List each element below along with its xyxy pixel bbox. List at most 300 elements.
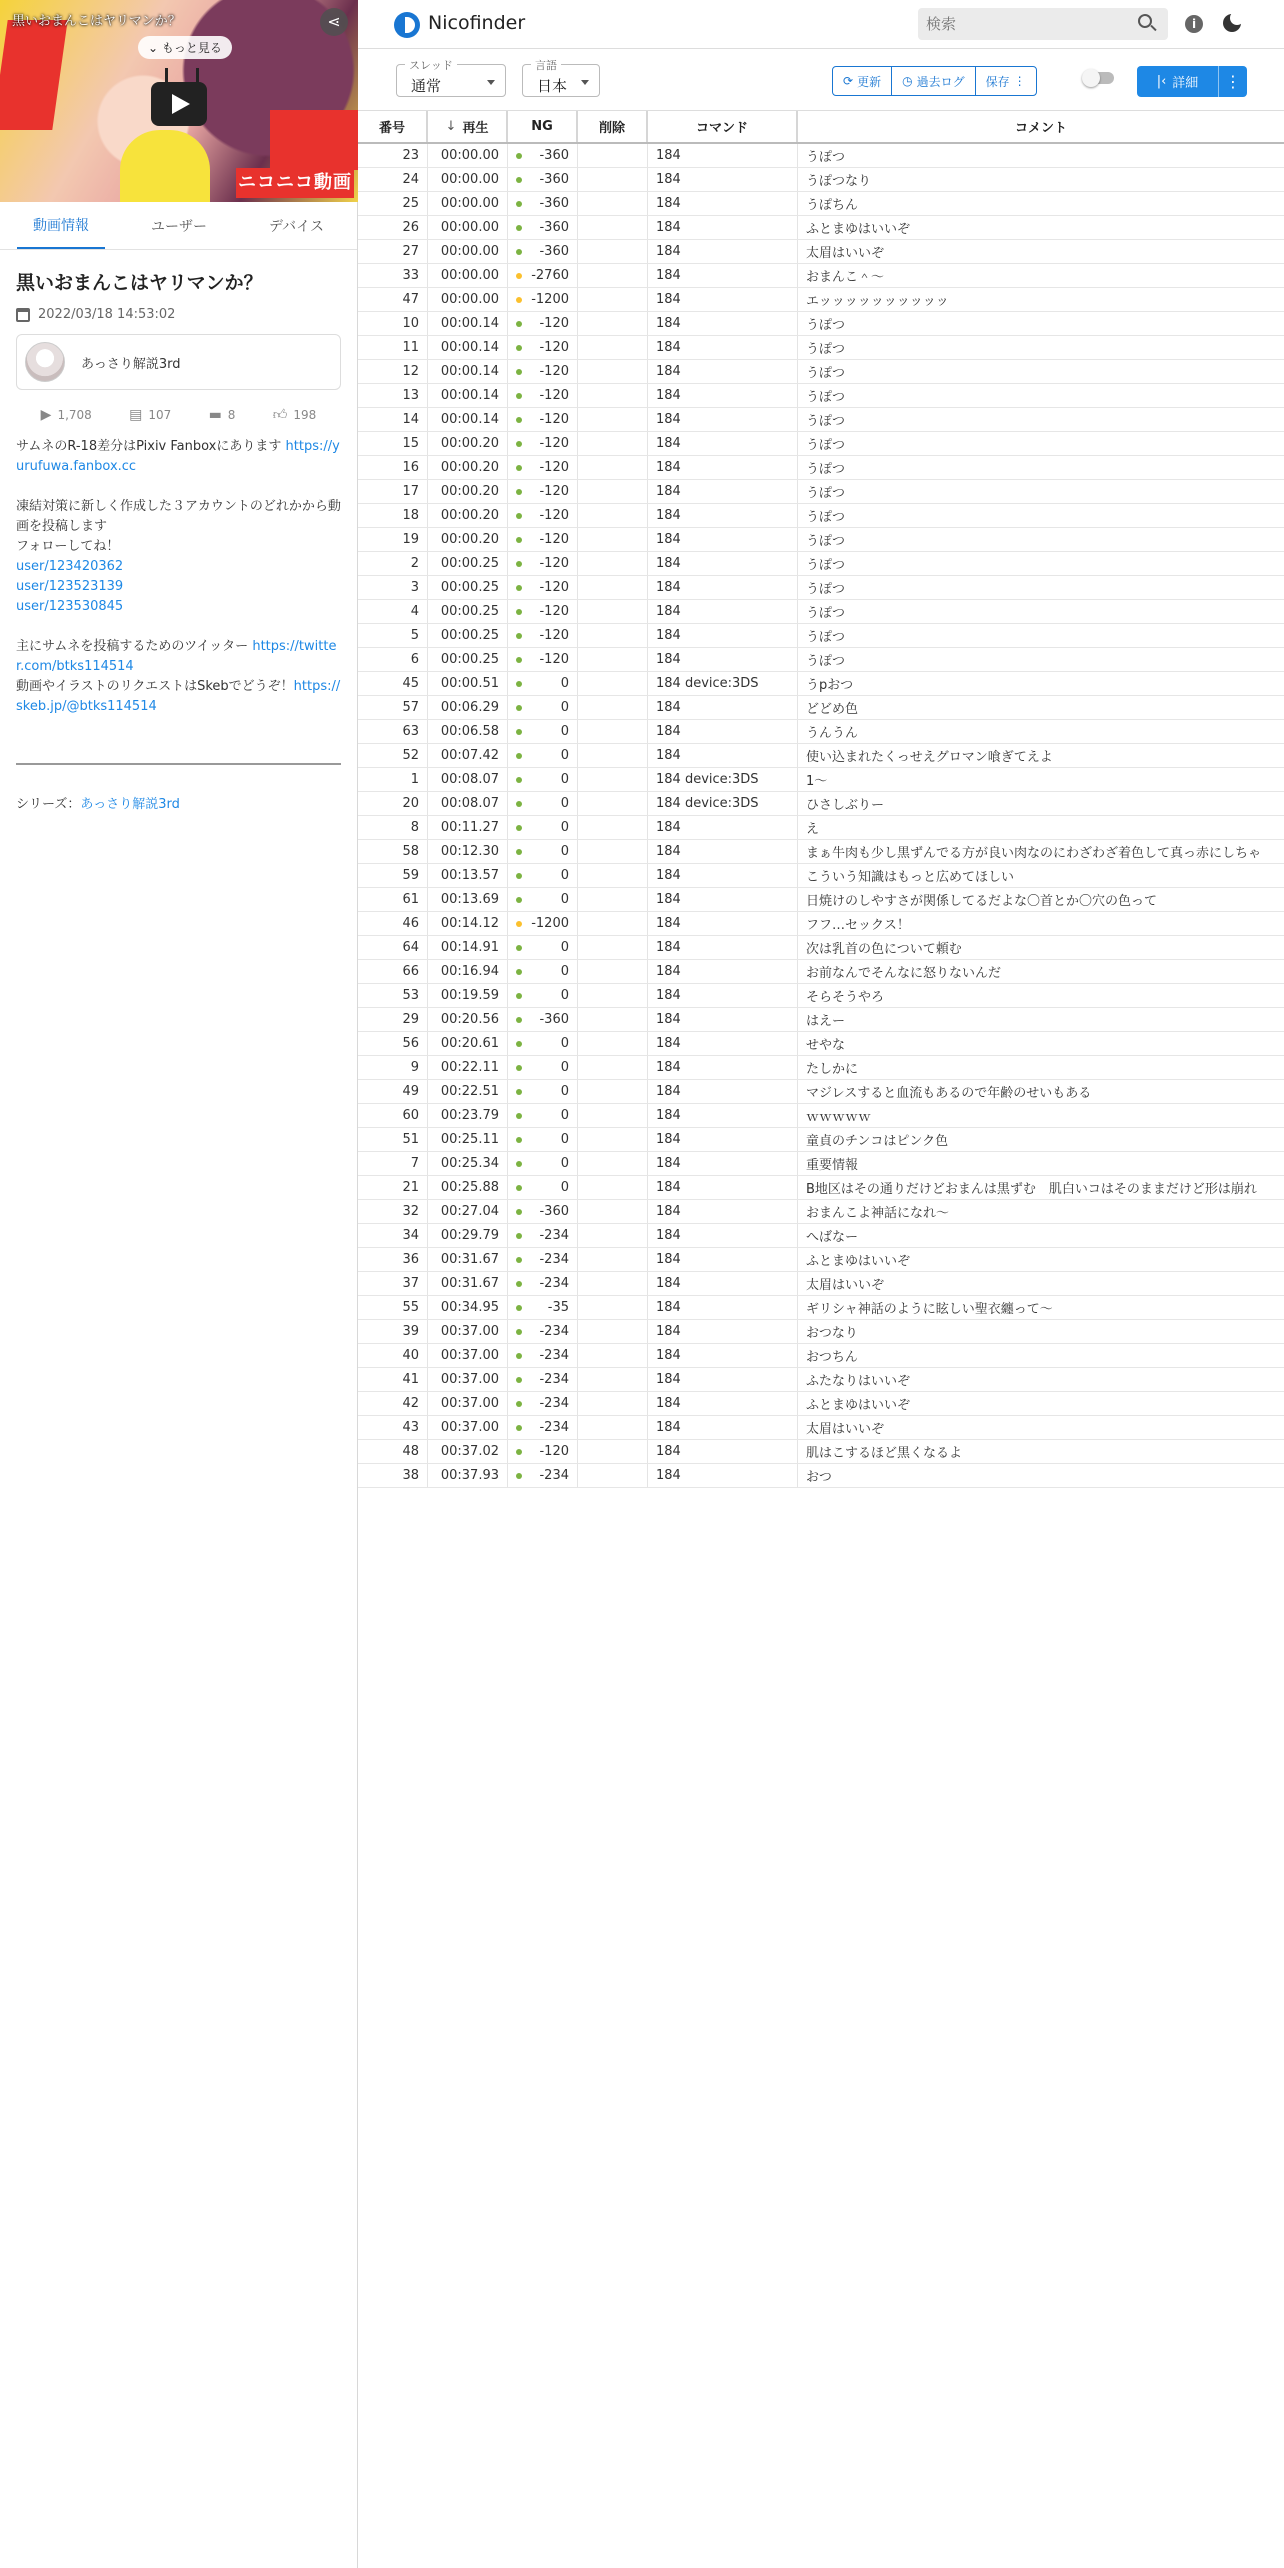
table-row[interactable] [358, 840, 1284, 864]
cell-comment: おつなり [806, 1326, 858, 1341]
cell-comment: はえー [806, 1014, 846, 1029]
table-row[interactable] [358, 336, 1284, 360]
cell-ng-score: 0 [560, 1084, 569, 1099]
cell-playback-time: 00:00.25 [428, 600, 508, 623]
refresh-button[interactable] [833, 67, 892, 95]
cell-ng [508, 1368, 578, 1391]
cell-ng-score: -35 [547, 1300, 569, 1315]
cell-number: 27 [358, 240, 428, 263]
table-row[interactable] [358, 456, 1284, 480]
cell-comment: ふとまゆはいいぞ [806, 1398, 911, 1413]
share-icon[interactable]: ⋖ [320, 8, 348, 36]
description-spacer [16, 477, 341, 497]
ng-score-dot-icon [516, 681, 522, 687]
detail-main[interactable] [1137, 66, 1219, 97]
fanbox-link[interactable]: https://yurufuwa.fanbox.cc [16, 439, 340, 474]
cell-ng [508, 840, 578, 863]
cell-comment: 太眉はいいぞ [806, 246, 885, 261]
cell-ng [508, 144, 578, 167]
table-row[interactable] [358, 600, 1284, 624]
app-title[interactable]: Nicofinder [428, 12, 526, 34]
cell-playback-time: 00:00.25 [428, 624, 508, 647]
cell-command: 184 [648, 144, 798, 167]
column-header-number[interactable]: 番号 [358, 111, 428, 142]
cell-comment: エッッッッッッッッッッ [806, 294, 949, 309]
video-title: 黒いおまんこはヤリマンか？ [16, 272, 263, 294]
language-select[interactable] [522, 59, 600, 97]
user-link[interactable]: user/123523139 [16, 579, 124, 594]
tab-video-info[interactable]: 動画情報 [17, 202, 105, 249]
series-link[interactable]: あっさり解説3rd [80, 797, 180, 812]
table-row[interactable] [358, 264, 1284, 288]
ng-score-dot-icon [516, 705, 522, 711]
cell-number: 6 [358, 648, 428, 671]
cell-command: 184 [648, 312, 798, 335]
table-row[interactable] [358, 936, 1284, 960]
table-row[interactable] [358, 288, 1284, 312]
cell-command: 184 [648, 432, 798, 455]
cell-command: 184 [648, 1320, 798, 1343]
description-line [16, 437, 341, 477]
cell-number: 59 [358, 864, 428, 887]
cell-comment: ギリシャ神話のように眩しい聖衣纏って～ [806, 1302, 1053, 1317]
cell-ng-score: -120 [539, 628, 569, 643]
cell-comment: うぽちん [806, 198, 859, 213]
skeb-link[interactable]: https://skeb.jp/@btks114514 [16, 679, 341, 714]
table-row[interactable] [358, 888, 1284, 912]
table-row[interactable] [358, 1176, 1284, 1200]
cell-ng [508, 1176, 578, 1199]
cell-delete [578, 864, 648, 887]
cell-delete [578, 1080, 648, 1103]
column-header-command[interactable]: コマンド [648, 111, 798, 142]
ng-score-dot-icon [516, 1473, 522, 1479]
cell-delete [578, 408, 648, 431]
table-row[interactable] [358, 1392, 1284, 1416]
dropdown-arrow-icon [581, 80, 589, 85]
table-header [358, 110, 1284, 144]
folder-icon: ▬ [208, 406, 222, 423]
table-row[interactable] [358, 552, 1284, 576]
cell-number: 63 [358, 720, 428, 743]
cell-playback-time: 00:12.30 [428, 840, 508, 863]
table-row[interactable] [358, 672, 1284, 696]
cell-ng-score: -360 [539, 1204, 569, 1219]
cell-comment: おつちん [806, 1350, 858, 1365]
cell-comment: うぽつ [806, 534, 846, 549]
ng-score-dot-icon [516, 1281, 522, 1287]
table-row[interactable] [358, 864, 1284, 888]
thread-select[interactable] [396, 59, 506, 97]
cell-number: 53 [358, 984, 428, 1007]
ng-score-dot-icon [516, 1185, 522, 1191]
table-row[interactable] [358, 1032, 1284, 1056]
cell-playback-time: 00:37.00 [428, 1416, 508, 1439]
ng-score-dot-icon [516, 489, 522, 495]
cell-delete [578, 1464, 648, 1487]
cell-ng-score: -234 [539, 1348, 569, 1363]
table-row[interactable] [358, 1272, 1284, 1296]
display-toggle[interactable] [1084, 72, 1114, 84]
like-count-value: 198 [293, 407, 317, 422]
table-row[interactable] [358, 432, 1284, 456]
cell-ng-score: -360 [539, 1012, 569, 1027]
table-row[interactable] [358, 792, 1284, 816]
table-row[interactable] [358, 816, 1284, 840]
cell-ng-score: 0 [560, 724, 569, 739]
cell-comment: ｗｗｗｗｗ [806, 1110, 872, 1125]
cell-ng [508, 792, 578, 815]
more-vert-icon[interactable]: ⋮ [1225, 72, 1241, 91]
cell-command: 184 [648, 504, 798, 527]
cell-comment: おつ [806, 1470, 832, 1485]
video-stats [16, 406, 341, 423]
cell-command: 184 [648, 1464, 798, 1487]
table-row[interactable] [358, 240, 1284, 264]
cell-number: 5 [358, 624, 428, 647]
cell-ng [508, 984, 578, 1007]
table-row[interactable] [358, 144, 1284, 168]
cell-delete [578, 1440, 648, 1463]
dropdown-arrow-icon [487, 80, 495, 85]
cell-playback-time: 00:00.20 [428, 528, 508, 551]
table-row[interactable] [358, 1152, 1284, 1176]
table-row[interactable] [358, 192, 1284, 216]
cell-delete [578, 360, 648, 383]
cell-playback-time: 00:00.00 [428, 264, 508, 287]
table-row[interactable] [358, 720, 1284, 744]
ng-score-dot-icon [516, 177, 522, 183]
table-row[interactable] [358, 1056, 1284, 1080]
table-row[interactable] [358, 624, 1284, 648]
table-row[interactable] [358, 408, 1284, 432]
dark-mode-icon[interactable] [1223, 14, 1241, 32]
cell-number: 8 [358, 816, 428, 839]
refresh-icon: ⟳ [843, 74, 854, 88]
info-icon[interactable]: i [1185, 15, 1203, 33]
action-button-group [832, 66, 1037, 96]
cell-playback-time: 00:08.07 [428, 792, 508, 815]
cell-comment: うぽつ [806, 318, 846, 333]
cell-number: 48 [358, 1440, 428, 1463]
cell-ng-score: -234 [539, 1324, 569, 1339]
table-row[interactable] [358, 168, 1284, 192]
history-button[interactable] [892, 67, 976, 95]
cell-playback-time: 00:00.00 [428, 168, 508, 191]
table-row[interactable] [358, 696, 1284, 720]
cell-command: 184 [648, 696, 798, 719]
cell-number: 40 [358, 1344, 428, 1367]
cell-comment: 日焼けのしやすさが関係してるだよな〇首とか〇穴の色って [806, 894, 1158, 909]
play-icon[interactable] [151, 82, 207, 126]
cell-ng [508, 1032, 578, 1055]
cell-ng-score: 0 [560, 988, 569, 1003]
cell-command: 184 [648, 864, 798, 887]
cell-command: 184 [648, 1128, 798, 1151]
column-header-delete[interactable]: 削除 [578, 111, 648, 142]
cell-ng-score: -120 [539, 652, 569, 667]
search-icon[interactable] [1138, 14, 1152, 28]
cell-comment: 童貞のチンコはピンク色 [806, 1134, 949, 1149]
table-row[interactable] [358, 648, 1284, 672]
description-spacer [16, 617, 341, 637]
cell-ng-score: -2760 [531, 268, 569, 283]
cell-ng [508, 1392, 578, 1415]
cell-playback-time: 00:37.00 [428, 1320, 508, 1343]
cell-ng-score: -120 [539, 340, 569, 355]
cell-command: 184 [648, 1440, 798, 1463]
cell-ng-score: -234 [539, 1276, 569, 1291]
user-link[interactable]: user/123530845 [16, 599, 124, 614]
table-row[interactable] [358, 1368, 1284, 1392]
view-count [41, 406, 92, 423]
cell-delete [578, 552, 648, 575]
cell-number: 42 [358, 1392, 428, 1415]
cell-number: 52 [358, 744, 428, 767]
cell-playback-time: 00:29.79 [428, 1224, 508, 1247]
language-select-label: 言語 [531, 57, 561, 73]
table-row[interactable] [358, 360, 1284, 384]
cell-delete [578, 792, 648, 815]
column-header-ng[interactable]: NG [508, 111, 578, 142]
table-row[interactable] [358, 312, 1284, 336]
tab-user[interactable]: ユーザー [150, 218, 207, 235]
detail-button[interactable] [1137, 66, 1247, 97]
table-row[interactable] [358, 1128, 1284, 1152]
cell-playback-time: 00:00.14 [428, 408, 508, 431]
table-row[interactable] [358, 1416, 1284, 1440]
ng-score-dot-icon [516, 633, 522, 639]
table-row[interactable] [358, 1440, 1284, 1464]
cell-playback-time: 00:16.94 [428, 960, 508, 983]
ng-score-dot-icon [516, 1161, 522, 1167]
cell-delete [578, 240, 648, 263]
ng-score-dot-icon [516, 249, 522, 255]
show-more-label: もっと見る [161, 41, 222, 55]
cell-ng [508, 960, 578, 983]
mylist-count [209, 406, 236, 423]
cell-ng [508, 480, 578, 503]
cell-ng-score: -120 [539, 532, 569, 547]
cell-ng [508, 264, 578, 287]
cell-command: 184 [648, 480, 798, 503]
table-row[interactable] [358, 480, 1284, 504]
user-link[interactable]: user/123420362 [16, 559, 124, 574]
search-input[interactable] [918, 8, 1168, 40]
table-row[interactable] [358, 1344, 1284, 1368]
cell-command: 184 [648, 1368, 798, 1391]
cell-comment: うぽつ [806, 510, 846, 525]
column-header-comment[interactable]: コメント [1014, 121, 1067, 136]
save-button[interactable] [976, 67, 1036, 95]
table-row[interactable] [358, 1224, 1284, 1248]
cell-delete [578, 384, 648, 407]
comment-icon: ▤ [129, 406, 143, 423]
table-row[interactable] [358, 1104, 1284, 1128]
cell-command: 184 [648, 552, 798, 575]
column-header-playback[interactable] [428, 111, 508, 142]
table-row[interactable] [358, 1008, 1284, 1032]
view-count-value: 1,708 [57, 407, 92, 422]
cell-delete [578, 528, 648, 551]
cell-ng [508, 1200, 578, 1223]
info-tabs [0, 202, 357, 250]
cell-command: 184 [648, 1152, 798, 1175]
cell-command: 184 [648, 576, 798, 599]
cell-ng [508, 888, 578, 911]
cell-ng-score: 0 [560, 1156, 569, 1171]
cell-playback-time: 00:00.20 [428, 504, 508, 527]
cell-command: 184 [648, 1224, 798, 1247]
cell-command: 184 [648, 600, 798, 623]
cell-delete [578, 264, 648, 287]
cell-comment: うぽつ [806, 414, 846, 429]
cell-playback-time: 00:31.67 [428, 1248, 508, 1271]
cell-comment: おまんこよ神話になれ〜 [806, 1206, 950, 1221]
cell-ng [508, 1080, 578, 1103]
uploader-card[interactable] [16, 334, 341, 390]
ng-score-dot-icon [516, 945, 522, 951]
ng-score-dot-icon [516, 1377, 522, 1383]
cell-number: 10 [358, 312, 428, 335]
cell-ng [508, 816, 578, 839]
video-thumbnail[interactable] [0, 0, 358, 202]
cell-ng-score: 0 [560, 796, 569, 811]
cell-comment: うぽつ [806, 606, 846, 621]
table-row[interactable] [358, 1464, 1284, 1488]
cell-delete [578, 1296, 648, 1319]
cell-ng [508, 240, 578, 263]
show-more-button[interactable] [138, 36, 232, 59]
tab-device[interactable]: デバイス [268, 218, 325, 235]
cell-command: 184 [648, 744, 798, 767]
cell-ng [508, 1464, 578, 1487]
table-row[interactable] [358, 216, 1284, 240]
cell-comment: ふたなりはいいぞ [806, 1374, 911, 1389]
cell-ng-score: -120 [539, 1444, 569, 1459]
thumbnail-art [120, 130, 210, 202]
ng-score-dot-icon [516, 801, 522, 807]
table-row[interactable] [358, 1248, 1284, 1272]
ng-score-dot-icon [516, 729, 522, 735]
description-line: 凍結対策に新しく作成した３アカウントのどれかから動画を投稿します [16, 499, 341, 534]
cell-playback-time: 00:37.00 [428, 1392, 508, 1415]
cell-delete [578, 1416, 648, 1439]
refresh-label: 更新 [857, 74, 882, 89]
cell-delete [578, 624, 648, 647]
cell-ng-score: -120 [539, 604, 569, 619]
table-row[interactable] [358, 744, 1284, 768]
cell-playback-time: 00:37.00 [428, 1368, 508, 1391]
cell-playback-time: 00:22.51 [428, 1080, 508, 1103]
cell-number: 60 [358, 1104, 428, 1127]
table-row[interactable] [358, 528, 1284, 552]
cell-command: 184 [648, 1344, 798, 1367]
nicofinder-logo-icon[interactable] [394, 12, 420, 38]
cell-delete [578, 1200, 648, 1223]
cell-number: 37 [358, 1272, 428, 1295]
cell-delete [578, 576, 648, 599]
ng-score-dot-icon [516, 1065, 522, 1071]
history-label: 過去ログ [916, 74, 965, 89]
table-row[interactable] [358, 1320, 1284, 1344]
cell-ng [508, 1296, 578, 1319]
cell-comment: こういう知識はもっと広めてほしい [806, 870, 1015, 885]
cell-number: 23 [358, 144, 428, 167]
cell-delete [578, 1056, 648, 1079]
table-row[interactable] [358, 984, 1284, 1008]
ng-score-dot-icon [516, 441, 522, 447]
cell-ng-score: -234 [539, 1468, 569, 1483]
table-row[interactable] [358, 768, 1284, 792]
history-icon: ◷ [902, 74, 913, 88]
cell-comment: 使い込まれたくっせえグロマン喰ぎてえよ [806, 750, 1053, 765]
cell-number: 20 [358, 792, 428, 815]
cell-ng-score: -120 [539, 388, 569, 403]
ng-score-dot-icon [516, 1089, 522, 1095]
cell-delete [578, 1344, 648, 1367]
ng-score-dot-icon [516, 921, 522, 927]
cell-ng [508, 1272, 578, 1295]
cell-comment: うぽつ [806, 150, 846, 165]
cell-delete [578, 1152, 648, 1175]
table-row[interactable] [358, 960, 1284, 984]
cell-command: 184 [648, 408, 798, 431]
cell-command: 184 [648, 1248, 798, 1271]
cell-ng-score: 0 [560, 940, 569, 955]
table-row[interactable] [358, 384, 1284, 408]
twitter-link[interactable]: https://twitter.com/btks114514 [16, 639, 337, 674]
cell-ng-score: -360 [539, 220, 569, 235]
table-row[interactable] [358, 1080, 1284, 1104]
ng-score-dot-icon [516, 225, 522, 231]
cell-number: 11 [358, 336, 428, 359]
cell-ng [508, 1008, 578, 1031]
ng-score-dot-icon [516, 465, 522, 471]
cell-ng [508, 192, 578, 215]
cell-number: 4 [358, 600, 428, 623]
cell-number: 33 [358, 264, 428, 287]
language-select-value: 日本 [537, 77, 568, 95]
table-row[interactable] [358, 912, 1284, 936]
table-row[interactable] [358, 1296, 1284, 1320]
cell-number: 57 [358, 696, 428, 719]
cell-delete [578, 1248, 648, 1271]
cell-delete [578, 1128, 648, 1151]
cell-delete [578, 816, 648, 839]
cell-ng [508, 696, 578, 719]
cell-comment: おまんこ＾〜 [806, 270, 885, 285]
cell-playback-time: 00:14.12 [428, 912, 508, 935]
description-line [16, 637, 341, 677]
cell-comment: ふとまゆはいいぞ [806, 1254, 911, 1269]
cell-number: 32 [358, 1200, 428, 1223]
cell-number: 36 [358, 1248, 428, 1271]
table-row[interactable] [358, 504, 1284, 528]
cell-comment: 太眉はいいぞ [806, 1422, 885, 1437]
cell-delete [578, 648, 648, 671]
cell-ng [508, 504, 578, 527]
table-row[interactable] [358, 576, 1284, 600]
ng-score-dot-icon [516, 993, 522, 999]
table-row[interactable] [358, 1200, 1284, 1224]
cell-number: 26 [358, 216, 428, 239]
comment-count [129, 406, 171, 423]
cell-comment: 重要情報 [806, 1158, 859, 1173]
detail-label: 詳細 [1172, 76, 1199, 91]
cell-comment: え [806, 822, 820, 837]
cell-ng [508, 384, 578, 407]
